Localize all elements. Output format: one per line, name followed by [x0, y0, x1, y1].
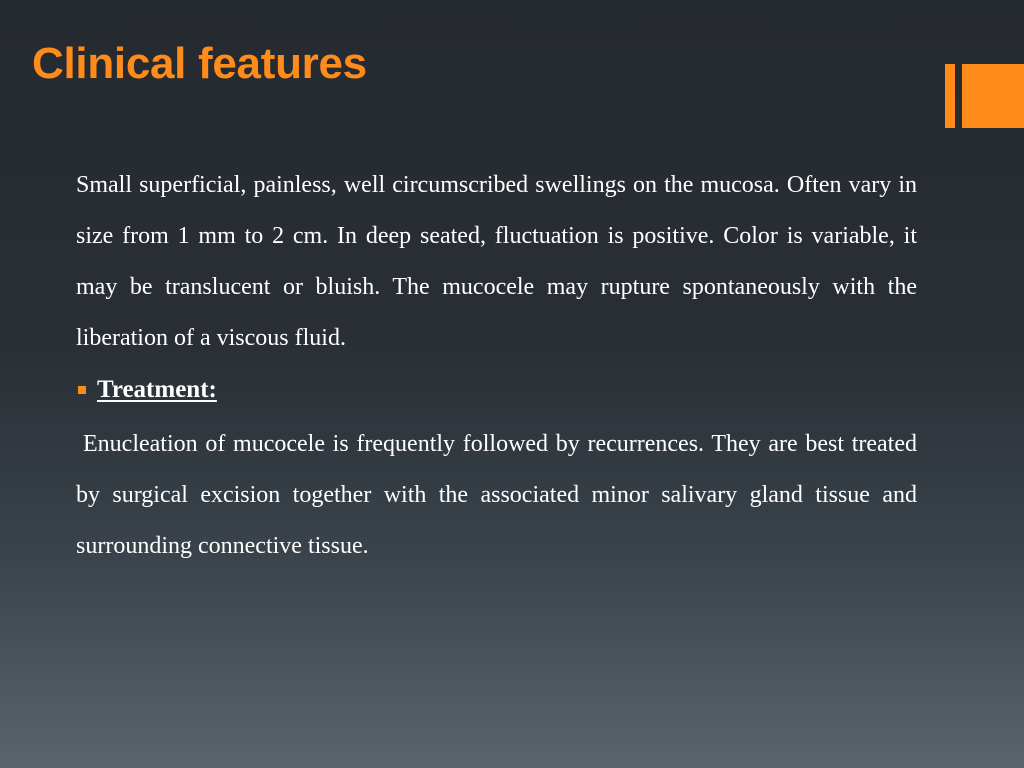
treatment-bullet: [76, 369, 917, 411]
accent-bar-block: [962, 64, 1024, 128]
slide-content: [76, 160, 917, 572]
square-bullet-icon: [78, 386, 86, 394]
accent-bar-thin: [945, 64, 955, 128]
clinical-features-paragraph: Small superficial, painless, well circumscribed swellings on the mucosa. Often vary in size from 1 mm to 2 cm. In deep seated, fluctuation is positive. Color is variable, it may be translucent or bluish. The mucocele may rupture spontaneously with the liberation of a viscous fluid.: [76, 172, 917, 351]
treatment-paragraph: Enucleation of mucocele is frequently followed by recurrences. They are best treated by surgical excision together with the associated minor salivary gland tissue and surrounding connective tissue.: [76, 431, 917, 559]
slide-title: Clinical features: [32, 39, 367, 88]
treatment-heading: Treatment:: [97, 376, 217, 403]
